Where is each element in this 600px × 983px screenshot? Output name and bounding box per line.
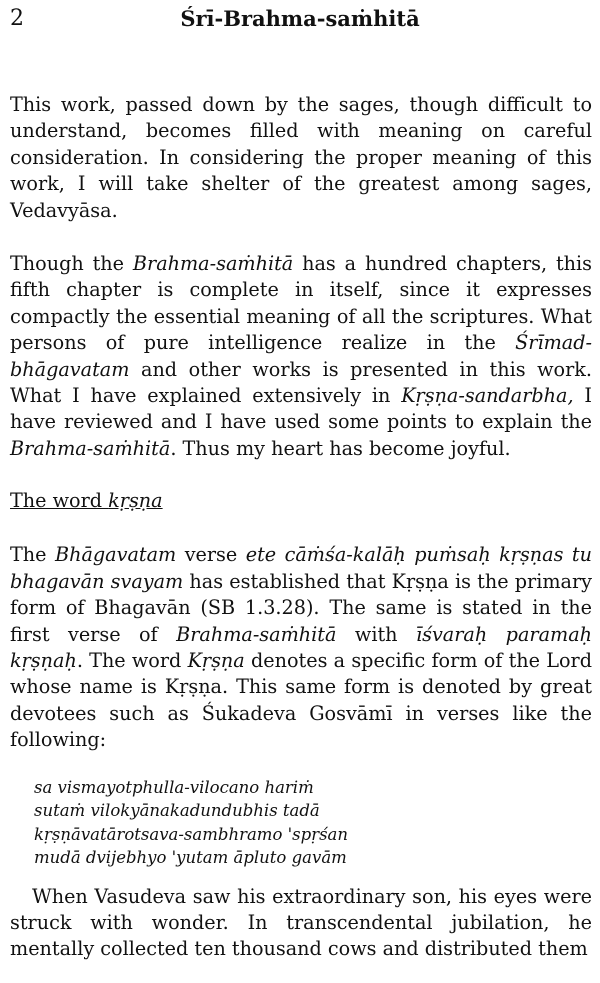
italic-title: Bhāgavatam xyxy=(54,543,177,567)
page-number: 2 xyxy=(10,6,24,31)
text-run: . Thus my heart has become joyful. xyxy=(170,436,511,460)
heading-text xyxy=(10,489,163,512)
running-title: Śrī-Brahma-saṁhitā xyxy=(180,6,420,31)
italic-title: Brahma-saṁhitā xyxy=(132,252,294,276)
section-heading xyxy=(10,488,592,514)
page-header xyxy=(10,6,590,36)
text-run: . The word xyxy=(76,648,188,672)
italic-title: Kṛṣṇa-sandarbha, xyxy=(401,384,574,408)
heading-run: The word xyxy=(10,489,109,513)
text-run: has a hundred chapters, this fifth chapter is complete in itself, since it expresses compactly the essential meaning of all the scriptures. What persons of pure intelligence realize in the xyxy=(10,252,593,355)
verse-line: sa vismayotphulla-vilocano hariṁ xyxy=(34,777,314,797)
verse-line: mudā dvijebhyo 'yutam āpluto gavām xyxy=(34,848,347,868)
text-run: has established that Kṛṣṇa is the primary form of Bhagavān (SB 1.3.28). The same is stated in the first verse of xyxy=(10,569,592,646)
text-run: and other works is presented in this work. What I have explained extensively in xyxy=(10,357,592,408)
paragraph-brahma-samhita xyxy=(10,251,592,462)
text-run: with xyxy=(336,622,416,646)
italic-word: Kṛṣṇa xyxy=(187,648,245,672)
paragraph-krsna xyxy=(10,542,592,753)
text-run: Though the xyxy=(10,252,133,276)
heading-italic: kṛṣṇa xyxy=(108,489,163,513)
text-run: denotes a specific form of the Lord whose name is Kṛṣṇa. This same form is denoted by great devotees such as Śukadeva Gosvāmī in verses like the following: xyxy=(10,648,592,752)
text-run: verse xyxy=(176,543,246,567)
page-body xyxy=(10,92,592,963)
text-run: I have reviewed and I have used some points to explain the xyxy=(10,384,592,434)
text-run: The xyxy=(10,543,55,567)
paragraph-translation: When Vasudeva saw his extraordinary son, his eyes were struck with wonder. In transcendental jubilation, he mentally collected ten thousand cows and distributed them xyxy=(10,884,592,961)
verse-line: kṛṣṇāvatārotsava-sambhramo 'spṛśan xyxy=(34,824,349,844)
italic-title: Brahma-saṁhitā xyxy=(10,436,171,460)
sanskrit-verse xyxy=(34,776,592,870)
italic-title: Śrīmad-bhāgavatam xyxy=(10,331,592,381)
italic-quote: ete cāṁśa-kalāḥ puṁsaḥ kṛṣṇas tu bhagavān svayam xyxy=(10,543,592,593)
paragraph-intro: This work, passed down by the sages, though difficult to understand, becomes filled with meaning on careful consideration. In considering the proper meaning of this work, I will take shelter of the greatest among sages, Vedavyāsa. xyxy=(10,93,592,222)
verse-line: sutaṁ vilokyānakadundubhis tadā xyxy=(34,801,320,821)
italic-quote: īśvaraḥ paramaḥ kṛṣṇaḥ xyxy=(10,622,592,672)
italic-title: Brahma-saṁhitā xyxy=(176,622,337,646)
